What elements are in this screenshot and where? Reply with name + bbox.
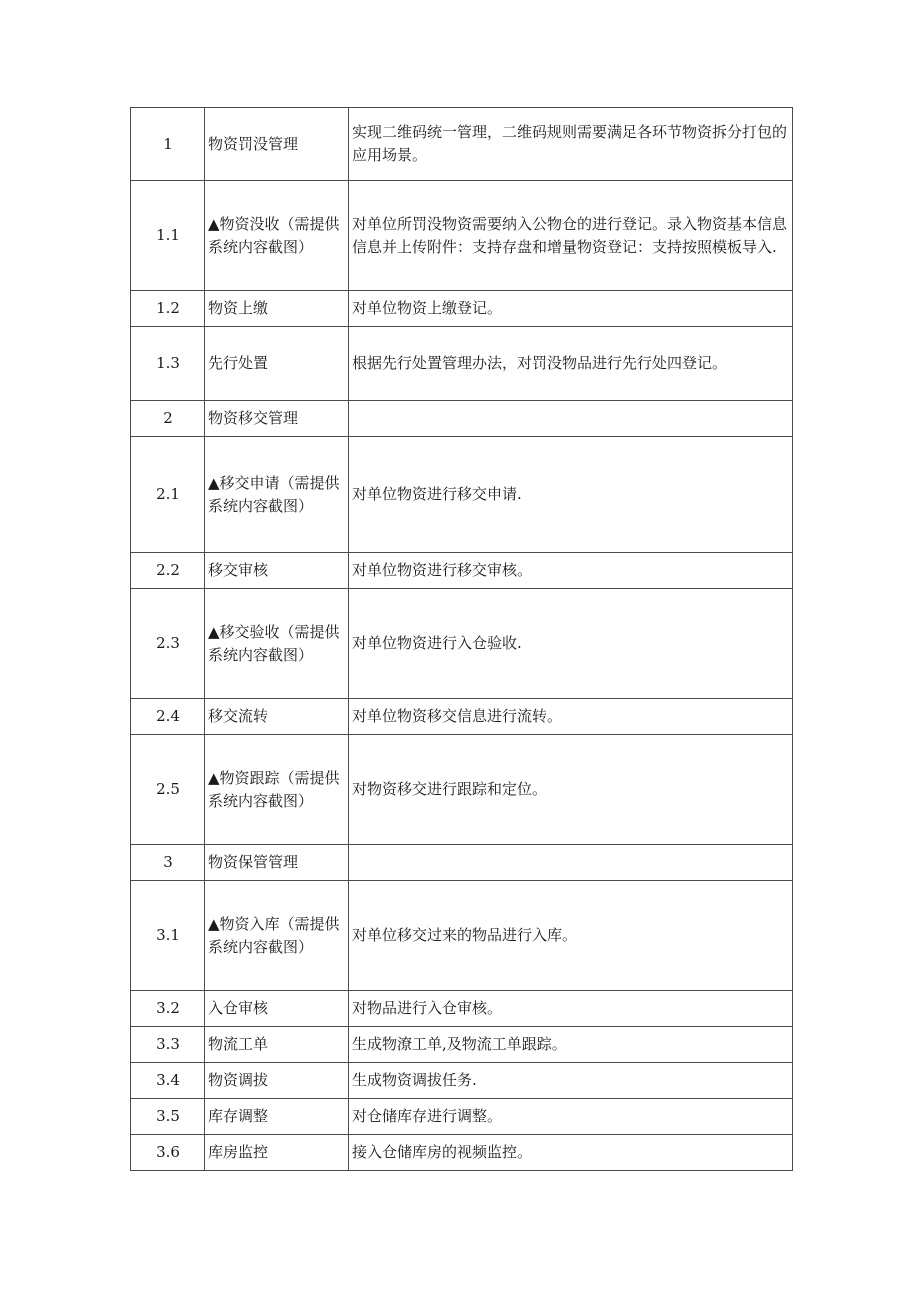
- table-row: [131, 401, 793, 437]
- function-name: 移交流转: [205, 699, 349, 735]
- function-description: 对单位物资移交信息进行流转。: [349, 699, 793, 735]
- function-name: 物资上缴: [205, 291, 349, 327]
- function-name: 物资罚没管理: [205, 108, 349, 181]
- function-description: 根据先行处置管理办法，对罚没物品进行先行处四登记。: [349, 327, 793, 401]
- table-row: [131, 735, 793, 845]
- row-number: 1.3: [131, 327, 205, 401]
- function-description: 对物品进行入仓审核。: [349, 991, 793, 1027]
- row-number: 1.1: [131, 181, 205, 291]
- row-number: 2: [131, 401, 205, 437]
- table-row: [131, 991, 793, 1027]
- table-row: [131, 589, 793, 699]
- function-name: ▲移交验收（需提供系统内容截图）: [205, 589, 349, 699]
- row-number: 2.5: [131, 735, 205, 845]
- function-description: 生成物潦工单,及物流工单跟踪。: [349, 1027, 793, 1063]
- table-row: [131, 327, 793, 401]
- table-row: [131, 1135, 793, 1171]
- function-name: 库存调整: [205, 1099, 349, 1135]
- function-description: 生成物资调拔任务.: [349, 1063, 793, 1099]
- function-description: 对物资移交进行跟踪和定位。: [349, 735, 793, 845]
- table-row: [131, 1063, 793, 1099]
- row-number: 2.4: [131, 699, 205, 735]
- function-name: ▲物资入库（需提供系统内容截图）: [205, 881, 349, 991]
- row-number: 1.2: [131, 291, 205, 327]
- function-description: 对仓储库存进行调整。: [349, 1099, 793, 1135]
- requirements-table: [130, 107, 793, 1171]
- row-number: 3.5: [131, 1099, 205, 1135]
- function-description: 对单位移交过来的物品进行入库。: [349, 881, 793, 991]
- table-row: [131, 437, 793, 553]
- row-number: 2.3: [131, 589, 205, 699]
- function-name: 入仓审核: [205, 991, 349, 1027]
- function-description: 对单位物资进行移交审核。: [349, 553, 793, 589]
- row-number: 3.3: [131, 1027, 205, 1063]
- row-number: 3: [131, 845, 205, 881]
- table-row: [131, 181, 793, 291]
- function-description: [349, 845, 793, 881]
- row-number: 2.1: [131, 437, 205, 553]
- row-number: 3.6: [131, 1135, 205, 1171]
- function-description: 对单位物资进行入仓验收.: [349, 589, 793, 699]
- row-number: 3.4: [131, 1063, 205, 1099]
- function-name: ▲移交申请（需提供系统内容截图）: [205, 437, 349, 553]
- table-row: [131, 881, 793, 991]
- function-description: 对单位物资进行移交申请.: [349, 437, 793, 553]
- function-name: 物流工单: [205, 1027, 349, 1063]
- table-row: [131, 291, 793, 327]
- function-description: 对单位物资上缴登记。: [349, 291, 793, 327]
- table-row: [131, 1027, 793, 1063]
- function-name: 物资保管管理: [205, 845, 349, 881]
- function-description: 对单位所罚没物资需要纳入公物仓的进行登记。录入物资基本信息信息并上传附件：支持存盘和增量物资登记：支持按照模板导入.: [349, 181, 793, 291]
- row-number: 1: [131, 108, 205, 181]
- table-row: [131, 699, 793, 735]
- function-name: 先行处置: [205, 327, 349, 401]
- function-description: [349, 401, 793, 437]
- table-row: [131, 845, 793, 881]
- function-name: 物资调拔: [205, 1063, 349, 1099]
- row-number: 3.2: [131, 991, 205, 1027]
- table-row: [131, 1099, 793, 1135]
- function-name: 物资移交管理: [205, 401, 349, 437]
- function-description: 实现二维码统一管理，二维码规则需要满足各环节物资拆分打包的应用场景。: [349, 108, 793, 181]
- function-name: ▲物资没收（需提供系统内容截图）: [205, 181, 349, 291]
- function-name: ▲物资跟踪（需提供系统内容截图）: [205, 735, 349, 845]
- function-name: 库房监控: [205, 1135, 349, 1171]
- row-number: 3.1: [131, 881, 205, 991]
- table-row: [131, 108, 793, 181]
- table-row: [131, 553, 793, 589]
- function-description: 接入仓储库房的视频监控。: [349, 1135, 793, 1171]
- row-number: 2.2: [131, 553, 205, 589]
- function-name: 移交审核: [205, 553, 349, 589]
